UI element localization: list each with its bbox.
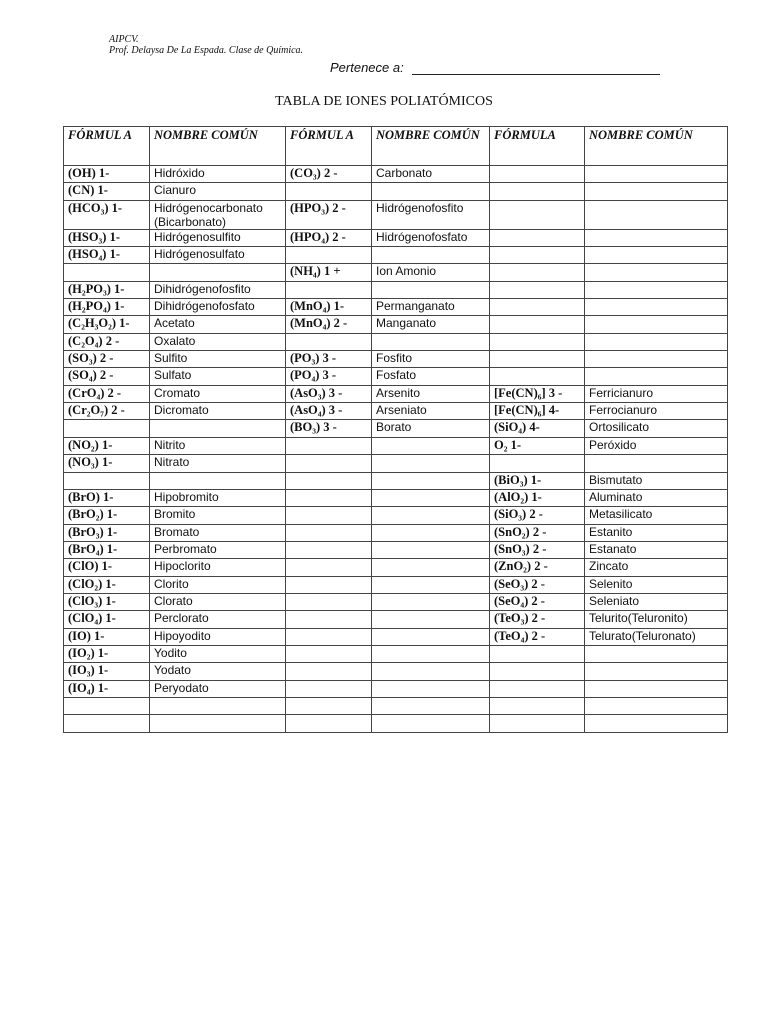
name-cell: Metasilicato — [585, 507, 728, 524]
formula-cell — [286, 593, 372, 610]
name-cell: Hipobromito — [150, 489, 286, 506]
formula-cell: [Fe(CN)₆] 3 - — [490, 385, 585, 402]
name-cell: Fosfito — [372, 351, 490, 368]
formula-cell — [490, 351, 585, 368]
name-cell — [372, 628, 490, 645]
name-cell: Cromato — [150, 385, 286, 402]
name-cell — [372, 680, 490, 697]
formula-cell: (PO₃) 3 - — [286, 351, 372, 368]
formula-cell — [64, 715, 150, 732]
name-cell: Manganato — [372, 316, 490, 333]
name-cell: Permanganato — [372, 299, 490, 316]
owner-label: Pertenece a: — [330, 60, 404, 75]
formula-cell — [490, 697, 585, 714]
formula-cell: (HSO₃) 1- — [64, 229, 150, 246]
formula-cell: (HPO₄) 2 - — [286, 229, 372, 246]
formula-cell: (MnO₄) 1- — [286, 299, 372, 316]
name-cell: Telurito(Teluronito) — [585, 611, 728, 628]
formula-cell — [490, 229, 585, 246]
name-cell: Ion Amonio — [372, 264, 490, 281]
name-cell — [372, 437, 490, 454]
formula-cell: (NH₄) 1 + — [286, 264, 372, 281]
formula-cell: (OH) 1- — [64, 166, 150, 183]
formula-cell — [286, 697, 372, 714]
formula-cell — [286, 183, 372, 200]
formula-cell: (BO₃) 3 - — [286, 420, 372, 437]
name-cell: Hidrógenofosfato — [372, 229, 490, 246]
formula-cell — [286, 715, 372, 732]
formula-cell: (CrO₄) 2 - — [64, 385, 150, 402]
name-cell — [372, 663, 490, 680]
name-cell: Dihidrógenofosfato — [150, 299, 286, 316]
name-cell — [372, 489, 490, 506]
owner-blank-line — [412, 74, 660, 75]
name-cell — [585, 697, 728, 714]
formula-cell: (C₂O₄) 2 - — [64, 333, 150, 350]
name-cell: Perclorato — [150, 611, 286, 628]
table-row — [64, 455, 728, 472]
name-cell: Perbromato — [150, 541, 286, 558]
course-code: AIPCV. — [109, 34, 139, 45]
formula-cell: (IO₃) 1- — [64, 663, 150, 680]
table-row — [64, 559, 728, 576]
table-row — [64, 663, 728, 680]
table-row — [64, 524, 728, 541]
name-cell — [372, 507, 490, 524]
formula-cell — [490, 183, 585, 200]
teacher-line: Prof. Delaysa De La Espada. Clase de Química. — [109, 45, 304, 56]
name-cell: Arsenito — [372, 385, 490, 402]
table-row — [64, 715, 728, 732]
name-cell: Oxalato — [150, 333, 286, 350]
formula-cell: (ClO) 1- — [64, 559, 150, 576]
name-cell — [585, 645, 728, 662]
formula-cell — [64, 472, 150, 489]
name-cell: Yodito — [150, 645, 286, 662]
name-cell: Bromito — [150, 507, 286, 524]
name-cell — [372, 541, 490, 558]
table-row — [64, 368, 728, 385]
formula-cell: (TeO₄) 2 - — [490, 628, 585, 645]
formula-cell: (ClO₃) 1- — [64, 593, 150, 610]
name-cell — [585, 183, 728, 200]
table-row — [64, 247, 728, 264]
formula-cell — [286, 645, 372, 662]
table-row — [64, 611, 728, 628]
formula-cell: (NO₃) 1- — [64, 455, 150, 472]
name-cell — [585, 281, 728, 298]
name-cell: Carbonato — [372, 166, 490, 183]
name-cell: Ferrocianuro — [585, 403, 728, 420]
name-cell — [150, 264, 286, 281]
formula-cell — [286, 455, 372, 472]
name-cell — [585, 264, 728, 281]
formula-cell — [490, 333, 585, 350]
table-row — [64, 166, 728, 183]
name-cell: Selenito — [585, 576, 728, 593]
name-cell — [585, 455, 728, 472]
formula-cell — [490, 680, 585, 697]
formula-cell: (HPO₃) 2 - — [286, 200, 372, 229]
formula-cell — [286, 576, 372, 593]
formula-cell — [64, 264, 150, 281]
table-row — [64, 680, 728, 697]
formula-cell — [490, 368, 585, 385]
name-cell — [372, 645, 490, 662]
formula-cell: (BrO₄) 1- — [64, 541, 150, 558]
formula-cell: (SeO₄) 2 - — [490, 593, 585, 610]
table-row — [64, 507, 728, 524]
name-cell: Hidrógenosulfito — [150, 229, 286, 246]
name-cell — [372, 472, 490, 489]
name-cell — [372, 611, 490, 628]
page-title: TABLA DE IONES POLIATÓMICOS — [275, 94, 493, 109]
table-body — [64, 166, 728, 733]
formula-cell — [286, 611, 372, 628]
formula-cell: (NO₂) 1- — [64, 437, 150, 454]
table-row — [64, 420, 728, 437]
name-cell: Estanato — [585, 541, 728, 558]
name-cell: Peryodato — [150, 680, 286, 697]
formula-cell — [286, 472, 372, 489]
name-cell — [372, 524, 490, 541]
table-row — [64, 299, 728, 316]
name-cell: Estanito — [585, 524, 728, 541]
table-row — [64, 385, 728, 402]
column-header-name-3: NOMBRE COMÚN — [585, 127, 728, 166]
name-cell — [585, 166, 728, 183]
formula-cell: (ClO₂) 1- — [64, 576, 150, 593]
table-row — [64, 183, 728, 200]
name-cell: Clorito — [150, 576, 286, 593]
name-cell: Hipoclorito — [150, 559, 286, 576]
formula-cell: (H₂PO₄) 1- — [64, 299, 150, 316]
table-row — [64, 264, 728, 281]
table-row — [64, 200, 728, 229]
name-cell: Sulfito — [150, 351, 286, 368]
table-row — [64, 403, 728, 420]
name-cell — [372, 593, 490, 610]
name-cell: Nitrato — [150, 455, 286, 472]
name-cell: Fosfato — [372, 368, 490, 385]
table-row — [64, 645, 728, 662]
formula-cell — [286, 541, 372, 558]
column-header-name-1: NOMBRE COMÚN — [150, 127, 286, 166]
formula-cell: (AsO₃) 3 - — [286, 385, 372, 402]
name-cell: Ferricianuro — [585, 385, 728, 402]
formula-cell: (SiO₄) 4- — [490, 420, 585, 437]
formula-cell: (IO₄) 1- — [64, 680, 150, 697]
formula-cell — [286, 281, 372, 298]
table-row — [64, 697, 728, 714]
column-header-name-2: NOMBRE COMÚN — [372, 127, 490, 166]
table-row — [64, 229, 728, 246]
formula-cell — [286, 333, 372, 350]
formula-cell: (BrO₃) 1- — [64, 524, 150, 541]
name-cell: Cianuro — [150, 183, 286, 200]
table-row — [64, 541, 728, 558]
formula-cell — [490, 200, 585, 229]
formula-cell: (AsO₄) 3 - — [286, 403, 372, 420]
formula-cell — [490, 166, 585, 183]
name-cell — [585, 229, 728, 246]
formula-cell — [490, 645, 585, 662]
formula-cell — [286, 663, 372, 680]
name-cell: Dicromato — [150, 403, 286, 420]
formula-cell: (SnO₂) 2 - — [490, 524, 585, 541]
formula-cell — [490, 455, 585, 472]
name-cell: Yodato — [150, 663, 286, 680]
name-cell — [372, 576, 490, 593]
formula-cell: (SO₃) 2 - — [64, 351, 150, 368]
formula-cell: (IO) 1- — [64, 628, 150, 645]
formula-cell: (TeO₃) 2 - — [490, 611, 585, 628]
name-cell — [585, 247, 728, 264]
table-row — [64, 593, 728, 610]
name-cell — [150, 715, 286, 732]
formula-cell: (SO₄) 2 - — [64, 368, 150, 385]
formula-cell — [490, 663, 585, 680]
name-cell: Telurato(Teluronato) — [585, 628, 728, 645]
formula-cell: (BrO) 1- — [64, 489, 150, 506]
formula-cell — [490, 281, 585, 298]
formula-cell: (SiO₃) 2 - — [490, 507, 585, 524]
formula-cell: (BrO₂) 1- — [64, 507, 150, 524]
formula-cell: O₂ 1- — [490, 437, 585, 454]
formula-cell — [64, 697, 150, 714]
formula-cell — [286, 489, 372, 506]
formula-cell: (H₂PO₃) 1- — [64, 281, 150, 298]
column-header-formula-2: FÓRMUL A — [286, 127, 372, 166]
table-row — [64, 489, 728, 506]
table-header-row — [64, 127, 728, 166]
formula-cell: (MnO₄) 2 - — [286, 316, 372, 333]
name-cell — [585, 351, 728, 368]
formula-cell: (Cr₂O₇) 2 - — [64, 403, 150, 420]
table-row — [64, 628, 728, 645]
formula-cell: (CN) 1- — [64, 183, 150, 200]
name-cell: Ortosilicato — [585, 420, 728, 437]
name-cell: Hidróxido — [150, 166, 286, 183]
name-cell: Zincato — [585, 559, 728, 576]
column-header-formula-1: FÓRMUL A — [64, 127, 150, 166]
name-cell — [372, 559, 490, 576]
table-row — [64, 472, 728, 489]
formula-cell: (SeO₃) 2 - — [490, 576, 585, 593]
name-cell — [372, 247, 490, 264]
formula-cell: (CO₃) 2 - — [286, 166, 372, 183]
name-cell: Peróxido — [585, 437, 728, 454]
name-cell: Clorato — [150, 593, 286, 610]
name-cell: Borato — [372, 420, 490, 437]
name-cell: Nitrito — [150, 437, 286, 454]
name-cell — [585, 368, 728, 385]
name-cell — [585, 680, 728, 697]
name-cell: Aluminato — [585, 489, 728, 506]
formula-cell: (PO₄) 3 - — [286, 368, 372, 385]
formula-cell — [286, 437, 372, 454]
formula-cell — [286, 628, 372, 645]
name-cell — [585, 333, 728, 350]
name-cell: Acetato — [150, 316, 286, 333]
formula-cell: (ClO₄) 1- — [64, 611, 150, 628]
name-cell: Hidrógenocarbonato (Bicarbonato) — [150, 200, 286, 229]
name-cell — [150, 697, 286, 714]
formula-cell — [490, 316, 585, 333]
name-cell — [372, 333, 490, 350]
name-cell: Bromato — [150, 524, 286, 541]
table-row — [64, 281, 728, 298]
formula-cell — [286, 507, 372, 524]
name-cell — [150, 420, 286, 437]
name-cell: Dihidrógenofosfito — [150, 281, 286, 298]
table-row — [64, 437, 728, 454]
formula-cell — [490, 299, 585, 316]
name-cell — [585, 316, 728, 333]
name-cell: Sulfato — [150, 368, 286, 385]
formula-cell: (C₂H₃O₂) 1- — [64, 316, 150, 333]
formula-cell — [490, 715, 585, 732]
formula-cell — [286, 559, 372, 576]
name-cell — [372, 281, 490, 298]
table-row — [64, 333, 728, 350]
name-cell: Hidrógenofosfito — [372, 200, 490, 229]
name-cell: Arseniato — [372, 403, 490, 420]
formula-cell — [286, 680, 372, 697]
name-cell — [150, 472, 286, 489]
name-cell: Bismutato — [585, 472, 728, 489]
table-row — [64, 576, 728, 593]
name-cell: Hidrógenosulfato — [150, 247, 286, 264]
name-cell — [372, 455, 490, 472]
formula-cell: (ZnO₂) 2 - — [490, 559, 585, 576]
formula-cell: (HSO₄) 1- — [64, 247, 150, 264]
name-cell — [372, 183, 490, 200]
name-cell — [585, 200, 728, 229]
table-row — [64, 351, 728, 368]
name-cell — [585, 299, 728, 316]
formula-cell: (SnO₃) 2 - — [490, 541, 585, 558]
formula-cell — [490, 247, 585, 264]
table-row — [64, 316, 728, 333]
formula-cell — [286, 247, 372, 264]
formula-cell: (HCO₃) 1- — [64, 200, 150, 229]
formula-cell: [Fe(CN)₆] 4- — [490, 403, 585, 420]
column-header-formula-3: FÓRMULA — [490, 127, 585, 166]
formula-cell — [490, 264, 585, 281]
name-cell — [372, 697, 490, 714]
formula-cell: (IO₂) 1- — [64, 645, 150, 662]
name-cell: Hipoyodito — [150, 628, 286, 645]
formula-cell — [64, 420, 150, 437]
formula-cell: (BiO₃) 1- — [490, 472, 585, 489]
formula-cell — [286, 524, 372, 541]
name-cell: Seleniato — [585, 593, 728, 610]
name-cell — [372, 715, 490, 732]
ions-table — [63, 126, 728, 733]
formula-cell: (AlO₂) 1- — [490, 489, 585, 506]
name-cell — [585, 663, 728, 680]
name-cell — [585, 715, 728, 732]
